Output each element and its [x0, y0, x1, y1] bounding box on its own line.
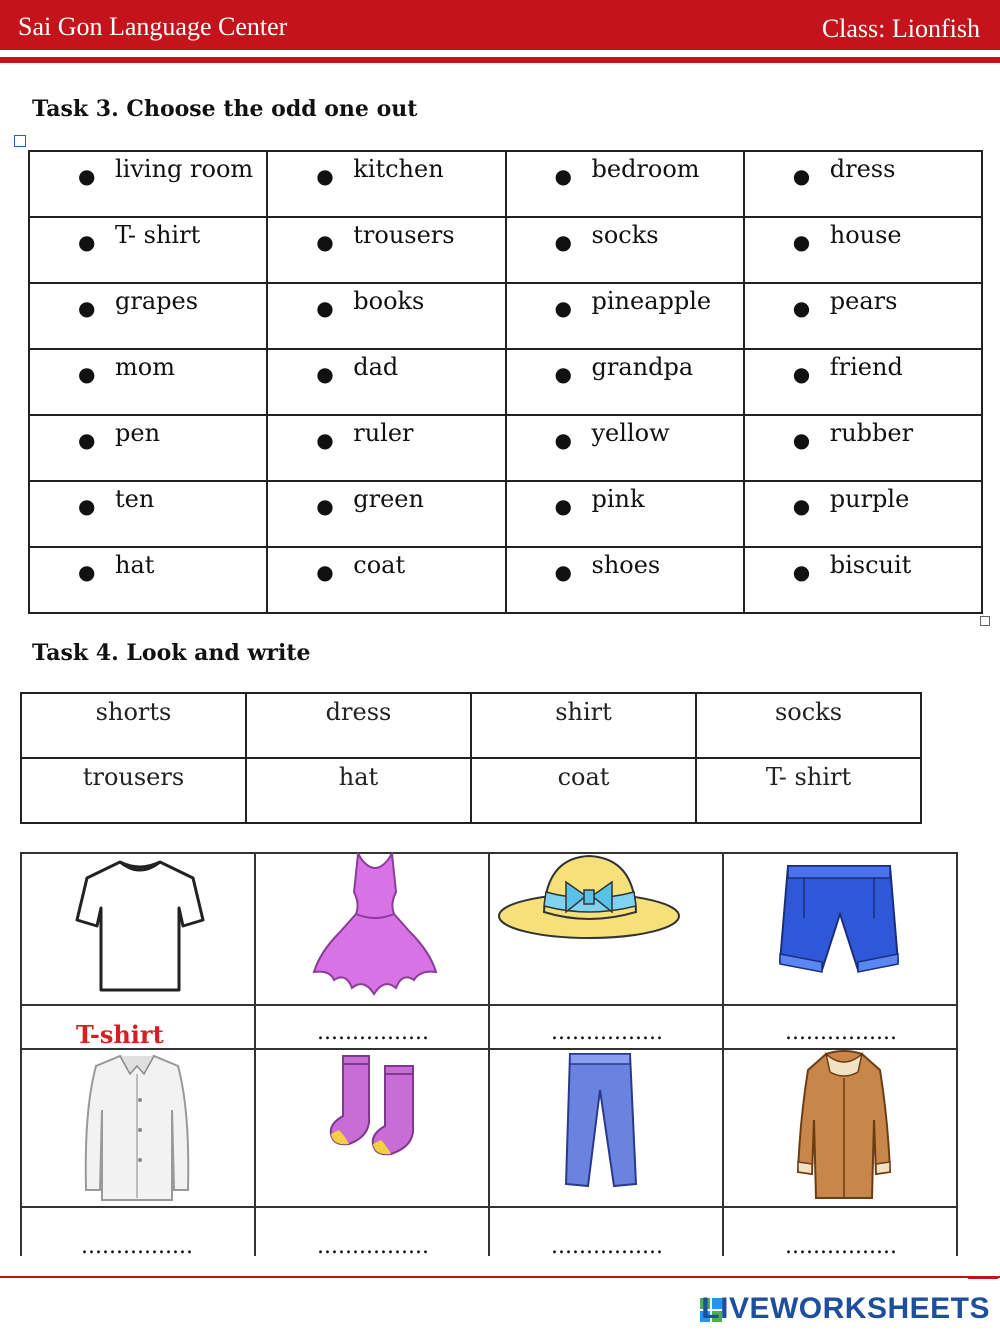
bullet-icon: ●: [792, 296, 811, 320]
odd-word: socks: [591, 221, 659, 249]
odd-word: hat: [115, 551, 155, 579]
task3-title: Task 3. Choose the odd one out: [32, 96, 418, 122]
bullet-icon: ●: [554, 296, 572, 320]
grid-line: [254, 852, 256, 1256]
odd-cell[interactable]: [30, 350, 268, 416]
class-label: Class: Lionfish: [821, 14, 980, 43]
odd-word: grandpa: [591, 353, 694, 381]
word-bank-table: [20, 692, 922, 824]
odd-cell[interactable]: [30, 482, 268, 548]
odd-cell[interactable]: [507, 416, 745, 482]
odd-cell[interactable]: [30, 416, 268, 482]
bullet-icon: ●: [554, 494, 572, 518]
shorts-icon: [774, 858, 904, 978]
bullet-icon: ●: [78, 164, 96, 188]
odd-cell[interactable]: [268, 416, 506, 482]
odd-cell[interactable]: [745, 284, 983, 350]
grid-line: [20, 852, 22, 1256]
footer-divider: [0, 1276, 1000, 1278]
word-bank-item: socks: [697, 694, 922, 759]
table-anchor-icon: [14, 135, 26, 147]
bullet-icon: ●: [316, 164, 334, 188]
bullet-icon: ●: [316, 560, 334, 584]
header-divider: [0, 57, 1000, 63]
odd-word: rubber: [829, 419, 914, 447]
word-bank-item: T- shirt: [697, 759, 922, 824]
answer-blank[interactable]: ................: [551, 1234, 663, 1259]
task4-title: Task 4. Look and write: [32, 640, 311, 666]
bullet-icon: ●: [554, 560, 572, 584]
bullet-icon: ●: [316, 362, 334, 386]
odd-word: T- shirt: [115, 221, 201, 249]
bullet-icon: ●: [554, 164, 572, 188]
odd-cell[interactable]: [30, 218, 268, 284]
word-bank-item: dress: [247, 694, 472, 759]
odd-cell[interactable]: [268, 350, 506, 416]
bullet-icon: ●: [78, 230, 96, 254]
odd-cell[interactable]: [30, 284, 268, 350]
word-bank-item: shorts: [22, 694, 247, 759]
bullet-icon: ●: [78, 296, 96, 320]
odd-word: grapes: [115, 287, 199, 315]
bullet-icon: ●: [792, 560, 811, 584]
word-bank-item: coat: [472, 759, 697, 824]
bullet-icon: ●: [78, 494, 96, 518]
word-bank-item: shirt: [472, 694, 697, 759]
bullet-icon: ●: [792, 428, 811, 452]
answer-blank[interactable]: ................: [551, 1020, 663, 1045]
odd-cell[interactable]: [507, 350, 745, 416]
odd-cell[interactable]: [268, 218, 506, 284]
bullet-icon: ●: [78, 428, 96, 452]
bullet-icon: ●: [316, 494, 334, 518]
answer-t-shirt[interactable]: T-shirt: [76, 1020, 164, 1049]
odd-word: kitchen: [353, 155, 444, 183]
odd-word: purple: [829, 485, 910, 513]
odd-word: yellow: [591, 419, 670, 447]
bullet-icon: ●: [316, 296, 334, 320]
bullet-icon: ●: [792, 164, 811, 188]
word-bank-item: trousers: [22, 759, 247, 824]
odd-word: pineapple: [591, 287, 712, 315]
bullet-icon: ●: [792, 230, 811, 254]
school-name: Sai Gon Language Center: [18, 12, 288, 41]
t-shirt-icon: [75, 856, 205, 994]
coat-icon: [796, 1050, 892, 1204]
odd-cell[interactable]: [745, 548, 983, 614]
odd-word: books: [353, 287, 425, 315]
socks-icon: [325, 1052, 425, 1162]
shirt-icon: [80, 1050, 194, 1204]
odd-cell[interactable]: [507, 548, 745, 614]
odd-cell[interactable]: [268, 152, 506, 218]
answer-blank[interactable]: ................: [785, 1020, 897, 1045]
odd-cell[interactable]: [268, 548, 506, 614]
odd-cell[interactable]: [507, 482, 745, 548]
odd-cell[interactable]: [30, 152, 268, 218]
footer-divider-accent: [968, 1276, 998, 1279]
brand-name[interactable]: LIVEWORKSHEETS: [701, 1292, 990, 1325]
odd-cell[interactable]: [268, 284, 506, 350]
header-bar: [0, 0, 1000, 50]
odd-cell[interactable]: [268, 482, 506, 548]
odd-cell[interactable]: [30, 548, 268, 614]
bullet-icon: ●: [316, 428, 334, 452]
odd-cell[interactable]: [507, 284, 745, 350]
picture-grid: [20, 852, 958, 1259]
odd-word: dress: [829, 155, 896, 183]
odd-word: bedroom: [591, 155, 700, 183]
bullet-icon: ●: [554, 362, 572, 386]
bullet-icon: ●: [792, 494, 811, 518]
table-resize-handle: [980, 616, 990, 626]
word-bank-item: hat: [247, 759, 472, 824]
odd-word: trousers: [353, 221, 455, 249]
bullet-icon: ●: [792, 362, 811, 386]
odd-cell[interactable]: [745, 416, 983, 482]
odd-cell[interactable]: [507, 152, 745, 218]
odd-word: friend: [829, 353, 903, 381]
bullet-icon: ●: [78, 362, 96, 386]
odd-word: mom: [115, 353, 175, 381]
odd-cell[interactable]: [507, 218, 745, 284]
dress-icon: [310, 852, 440, 1002]
bullet-icon: ●: [316, 230, 334, 254]
answer-blank[interactable]: ................: [317, 1020, 429, 1045]
odd-word: pink: [591, 485, 645, 513]
grid-line: [956, 852, 958, 1256]
answer-blank[interactable]: ................: [81, 1234, 193, 1259]
grid-line: [488, 852, 490, 1256]
odd-word: green: [353, 485, 424, 513]
odd-word: ruler: [353, 419, 414, 447]
odd-word: house: [829, 221, 902, 249]
bullet-icon: ●: [554, 230, 572, 254]
trousers-icon: [560, 1050, 640, 1190]
odd-word: pears: [829, 287, 898, 315]
odd-word: shoes: [591, 551, 661, 579]
odd-cell[interactable]: [745, 152, 983, 218]
odd-word: living room: [115, 155, 254, 183]
bullet-icon: ●: [78, 560, 96, 584]
hat-icon: [496, 852, 682, 952]
odd-word: pen: [115, 419, 161, 447]
bullet-icon: ●: [554, 428, 572, 452]
odd-word: ten: [115, 485, 155, 513]
odd-one-out-table: [28, 150, 983, 614]
answer-blank[interactable]: ................: [785, 1234, 897, 1259]
odd-word: biscuit: [829, 551, 912, 579]
odd-word: coat: [353, 551, 406, 579]
grid-line: [722, 852, 724, 1256]
odd-cell[interactable]: [745, 482, 983, 548]
odd-cell[interactable]: [745, 350, 983, 416]
odd-cell[interactable]: [745, 218, 983, 284]
odd-word: dad: [353, 353, 399, 381]
answer-blank[interactable]: ................: [317, 1234, 429, 1259]
